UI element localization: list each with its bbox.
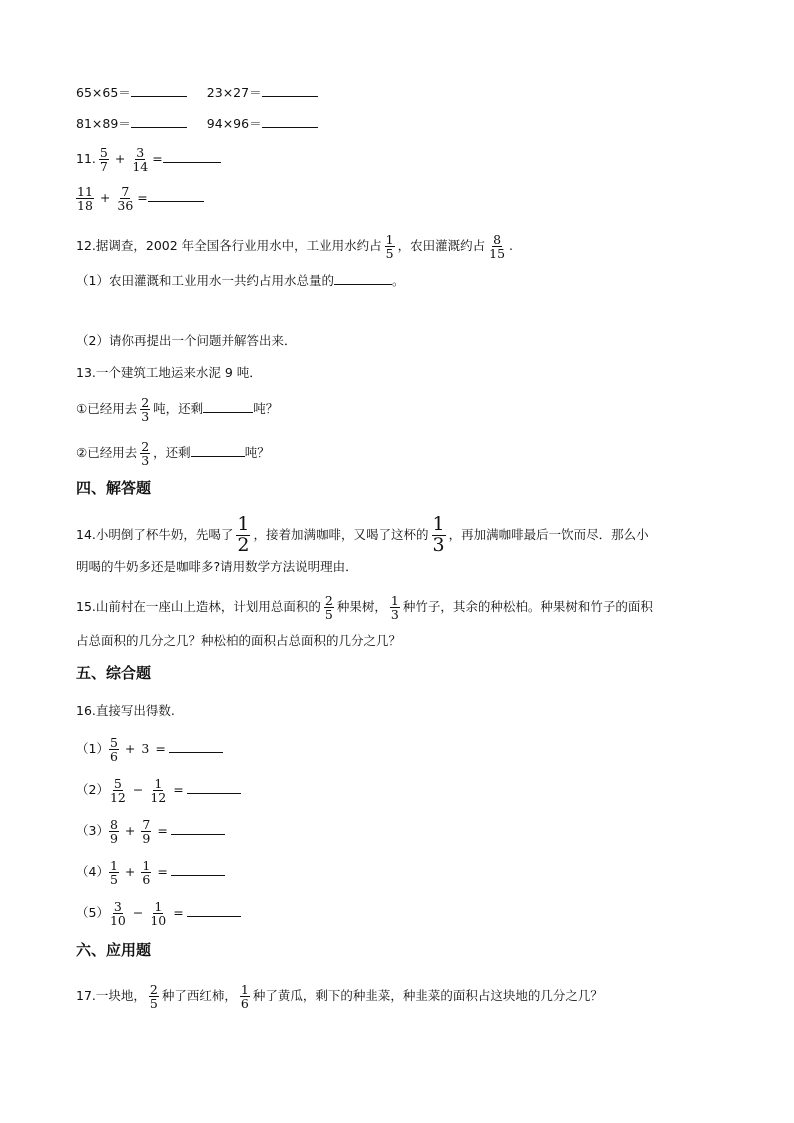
calc-expr: 94×96＝ xyxy=(206,116,262,131)
answer-blank[interactable] xyxy=(334,272,392,285)
q12-text: 12.据调查，2002 年全国各行业用水中，工业用水约占 $\frac{1}{5}$ ，农田灌溉约占 $\frac{8}{15}$ . xyxy=(76,232,514,262)
fraction: $\frac{1}{10}$ xyxy=(150,899,167,929)
fraction: $\frac{1}{2}$ xyxy=(237,513,250,556)
calc-expr: 81×89＝ xyxy=(76,116,131,131)
calc-row-2 xyxy=(76,115,318,133)
q16-item-4: （4） $\frac{1}{5}$ + $\frac{1}{6}$ = xyxy=(76,859,225,886)
answer-blank[interactable] xyxy=(171,863,225,876)
q16-item-1: （1） $\frac{5}{6}$ + 3 = xyxy=(76,736,223,763)
answer-blank[interactable] xyxy=(131,84,187,97)
calc-expr: 23×27＝ xyxy=(206,85,262,100)
fraction: $\frac{8}{9}$ xyxy=(109,817,118,847)
q17-text: 17.一块地， $\frac{2}{5}$ 种了西红柿， $\frac{1}{6}$ 种了黄瓜，剩下的种韭菜，种韭菜的面积占这块地的几分之几？ xyxy=(76,982,603,1012)
question-number: 11. xyxy=(76,151,96,167)
calc-row-1 xyxy=(76,84,318,102)
answer-blank[interactable] xyxy=(148,189,204,202)
q14-line-1: 14.小明倒了杯牛奶，先喝了 $\frac{1}{2}$ ，接着加满咖啡，又喝了这杯的 $\frac{1}{3}$ ，再加满咖啡最后一饮而尽．那么小 xyxy=(76,513,649,556)
q13-text: 13.一个建筑工地运来水泥 9 吨． xyxy=(76,365,262,380)
answer-blank[interactable] xyxy=(262,84,318,97)
answer-blank[interactable] xyxy=(187,904,241,917)
q13-sub-2: ②已经用去 $\frac{2}{3}$ ，还剩 吨？ xyxy=(76,439,270,469)
fraction: $\frac{3}{14}$ xyxy=(132,145,149,175)
fraction: $\frac{2}{5}$ xyxy=(324,593,333,623)
answer-blank[interactable] xyxy=(169,740,223,753)
fraction: $\frac{1}{6}$ xyxy=(142,858,151,888)
section-heading: 六、应用题 xyxy=(76,941,152,959)
q13-sub-1: ①已经用去 $\frac{2}{3}$ 吨，还剩 吨？ xyxy=(76,395,279,425)
q16-item-5: （5） $\frac{3}{10}$ − $\frac{1}{10}$ = xyxy=(76,900,241,927)
answer-blank[interactable] xyxy=(187,781,241,794)
section-heading: 四、解答题 xyxy=(76,479,152,497)
q16-item-3: （3） $\frac{8}{9}$ + $\frac{7}{9}$ = xyxy=(76,818,225,845)
q14-line-2: 明喝的牛奶多还是咖啡多?请用数学方法说明理由． xyxy=(76,559,358,574)
answer-blank[interactable] xyxy=(171,822,225,835)
q11-expr-2: $\frac{11}{18}$ + $\frac{7}{36}$ = xyxy=(76,185,204,212)
fraction: $\frac{2}{5}$ xyxy=(149,982,158,1012)
fraction: $\frac{2}{3}$ xyxy=(141,395,150,425)
fraction: $\frac{7}{36}$ xyxy=(117,184,134,214)
fraction: $\frac{1}{3}$ xyxy=(432,513,445,556)
fraction: $\frac{7}{9}$ xyxy=(142,817,151,847)
fraction: $\frac{1}{12}$ xyxy=(150,776,167,806)
fraction: $\frac{1}{3}$ xyxy=(390,593,399,623)
q16-item-2: （2） $\frac{5}{12}$ − $\frac{1}{12}$ = xyxy=(76,777,241,804)
q15-line-1: 15.山前村在一座山上造林，计划用总面积的 $\frac{2}{5}$ 种果树， $\frac{1}{3}$ 种竹子，其余的种松柏。种果树和竹子的面积 xyxy=(76,593,653,623)
fraction: $\frac{5}{12}$ xyxy=(109,776,126,806)
q15-line-2: 占总面积的几分之几？种松柏的面积占总面积的几分之几？ xyxy=(76,633,402,648)
answer-blank[interactable] xyxy=(203,400,253,413)
answer-blank[interactable] xyxy=(191,444,245,457)
fraction: $\frac{3}{10}$ xyxy=(109,899,126,929)
q16-text: 16.直接写出得数. xyxy=(76,703,175,718)
fraction: $\frac{11}{18}$ xyxy=(77,184,93,214)
fraction: $\frac{1}{6}$ xyxy=(240,982,249,1012)
fraction: $\frac{5}{6}$ xyxy=(109,735,118,765)
fraction: $\frac{5}{7}$ xyxy=(99,145,108,175)
section-heading: 五、综合题 xyxy=(76,664,152,682)
fraction: $\frac{1}{5}$ xyxy=(109,858,118,888)
calc-expr: 65×65＝ xyxy=(76,85,131,100)
q12-sub-1: （1）农田灌溉和工业用水一共约占用水总量的 。 xyxy=(76,273,405,288)
fraction: $\frac{2}{3}$ xyxy=(141,439,150,469)
fraction: $\frac{1}{5}$ xyxy=(385,232,394,262)
fraction: $\frac{8}{15}$ xyxy=(489,232,506,262)
answer-blank[interactable] xyxy=(262,115,318,128)
q11-expr-1: 11. $\frac{5}{7}$ + $\frac{3}{14}$ = xyxy=(76,146,221,173)
q12-sub-2: （2）请你再提出一个问题并解答出来． xyxy=(76,333,297,348)
answer-blank[interactable] xyxy=(163,150,221,163)
answer-blank[interactable] xyxy=(131,115,187,128)
